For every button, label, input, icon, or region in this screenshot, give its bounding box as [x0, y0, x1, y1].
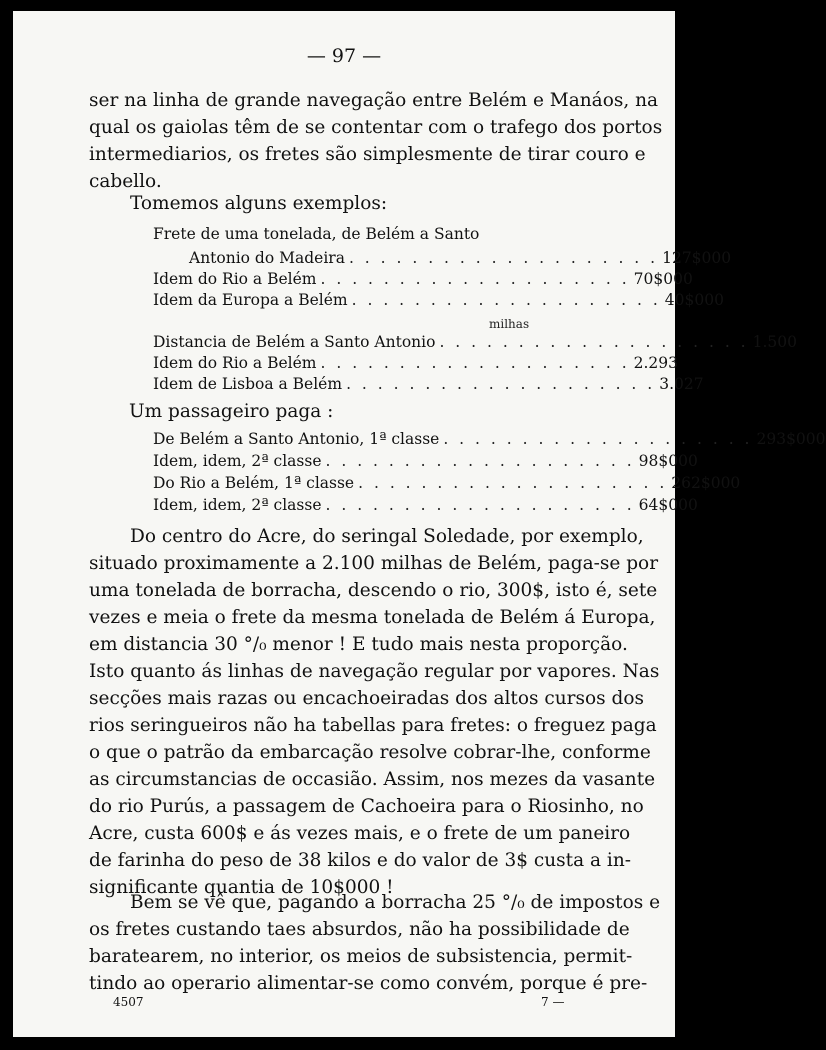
dot-leader: . . . . . . . . . . . . . . . . . . . . [325, 496, 635, 514]
distance-label: Distancia de Belém a Santo Antonio [153, 333, 436, 351]
text-line: as circumstancias de occasião. Assim, nos mezes da vasante [89, 769, 656, 790]
dot-leader: . . . . . . . . . . . . . . . . . . . . [443, 430, 753, 448]
freight-row [153, 291, 724, 309]
dot-leader: . . . . . . . . . . . . . . . . . . . . [348, 249, 659, 267]
text-line: de farinha do peso de 38 kilos e do valor de 3$ custa a in- [89, 850, 632, 871]
freight-value: 70$000 [633, 270, 693, 288]
distance-value: 3.027 [659, 375, 704, 393]
fare-label: De Belém a Santo Antonio, 1ª classe [153, 430, 440, 448]
text-line: significante quantia de 10$000 ! [89, 877, 394, 898]
text-line: tindo ao operario alimentar-se como convém, porque é pre- [89, 973, 648, 994]
passenger-heading: Um passageiro paga : [129, 401, 334, 422]
freight-label: Idem do Rio a Belém [153, 270, 317, 288]
sheet-mark: 7 — [541, 995, 565, 1009]
text-line: Bem se vê que, pagando a borracha 25 °/₀ de impostos e [130, 892, 661, 913]
fare-label: Idem, idem, 2ª classe [153, 496, 322, 514]
text-line: o que o patrão da embarcação resolve cobrar-lhe, conforme [89, 742, 651, 763]
text-line: Acre, custa 600$ e ás vezes mais, e o frete de um paneiro [89, 823, 631, 844]
fare-label: Idem, idem, 2ª classe [153, 452, 322, 470]
fare-value: 64$000 [638, 496, 698, 514]
freight-row [153, 249, 732, 267]
fare-row [153, 452, 698, 470]
freight-label: Idem da Europa a Belém [153, 291, 348, 309]
text-line: intermediarios, os fretes são simplesmente de tirar couro e [89, 144, 646, 165]
freight-label: Antonio do Madeira [189, 249, 345, 267]
dot-leader: . . . . . . . . . . . . . . . . . . . . [439, 333, 749, 351]
distance-label: Idem do Rio a Belém [153, 354, 317, 372]
text-line: em distancia 30 °/₀ menor ! E tudo mais nesta proporção. [89, 634, 628, 655]
distance-unit: milhas [489, 317, 530, 331]
text-line: os fretes custando taes absurdos, não ha possibilidade de [89, 919, 630, 940]
text-line: rios seringueiros não ha tabellas para fretes: o freguez paga [89, 715, 657, 736]
dot-leader: . . . . . . . . . . . . . . . . . . . . [346, 375, 656, 393]
freight-value: 40$000 [664, 291, 724, 309]
text-line: secções mais razas ou encachoeiradas dos altos cursos dos [89, 688, 644, 709]
book-page [13, 11, 826, 1037]
text-line: baratearem, no interior, os meios de subsistencia, permit- [89, 946, 633, 967]
distance-label: Idem de Lisboa a Belém [153, 375, 343, 393]
text-line: qual os gaiolas têm de se contentar com o trafego dos portos [89, 117, 663, 138]
distance-value: 2.293 [633, 354, 679, 372]
dot-leader: . . . . . . . . . . . . . . . . . . . . [325, 452, 635, 470]
fare-value: 98$000 [638, 452, 698, 470]
paragraph-3 [89, 889, 661, 997]
text-line: do rio Purús, a passagem de Cachoeira para o Riosinho, no [89, 796, 644, 817]
text-line: uma tonelada de borracha, descendo o rio, 300$, isto é, sete [89, 580, 658, 601]
freight-value: 127$000 [662, 249, 732, 267]
fare-row [153, 496, 698, 514]
dot-leader: . . . . . . . . . . . . . . . . . . . . [351, 291, 661, 309]
text-line: cabello. [89, 171, 162, 192]
dot-leader: . . . . . . . . . . . . . . . . . . . . [320, 354, 630, 372]
text-line: vezes e meia o frete da mesma tonelada de Belém á Europa, [89, 607, 656, 628]
dot-leader: . . . . . . . . . . . . . . . . . . . . [358, 474, 668, 492]
paragraph-2 [89, 523, 660, 901]
examples-intro: Tomemos alguns exemplos: [130, 193, 388, 214]
fare-row [153, 474, 741, 492]
distance-row [153, 354, 679, 372]
text-line: ser na linha de grande navegação entre Belém e Manáos, na [89, 90, 659, 111]
freight-row [153, 270, 693, 288]
distance-value: 1.500 [752, 333, 797, 351]
fare-value: 293$000 [756, 430, 826, 448]
distance-row [153, 333, 797, 351]
fare-value: 262$000 [671, 474, 741, 492]
print-signature: 4507 [113, 995, 144, 1009]
text-line: Isto quanto ás linhas de navegação regular por vapores. Nas [89, 661, 660, 682]
freight-heading: Frete de uma tonelada, de Belém a Santo [153, 225, 480, 243]
dot-leader: . . . . . . . . . . . . . . . . . . . . [320, 270, 630, 288]
fare-label: Do Rio a Belém, 1ª classe [153, 474, 355, 492]
distance-row [153, 375, 704, 393]
paragraph-1 [89, 87, 663, 195]
text-line: Do centro do Acre, do seringal Soledade, por exemplo, [130, 526, 644, 547]
text-line: situado proximamente a 2.100 milhas de Belém, paga-se por [89, 553, 659, 574]
fare-row [153, 430, 826, 448]
page-number: — 97 — [306, 45, 382, 67]
